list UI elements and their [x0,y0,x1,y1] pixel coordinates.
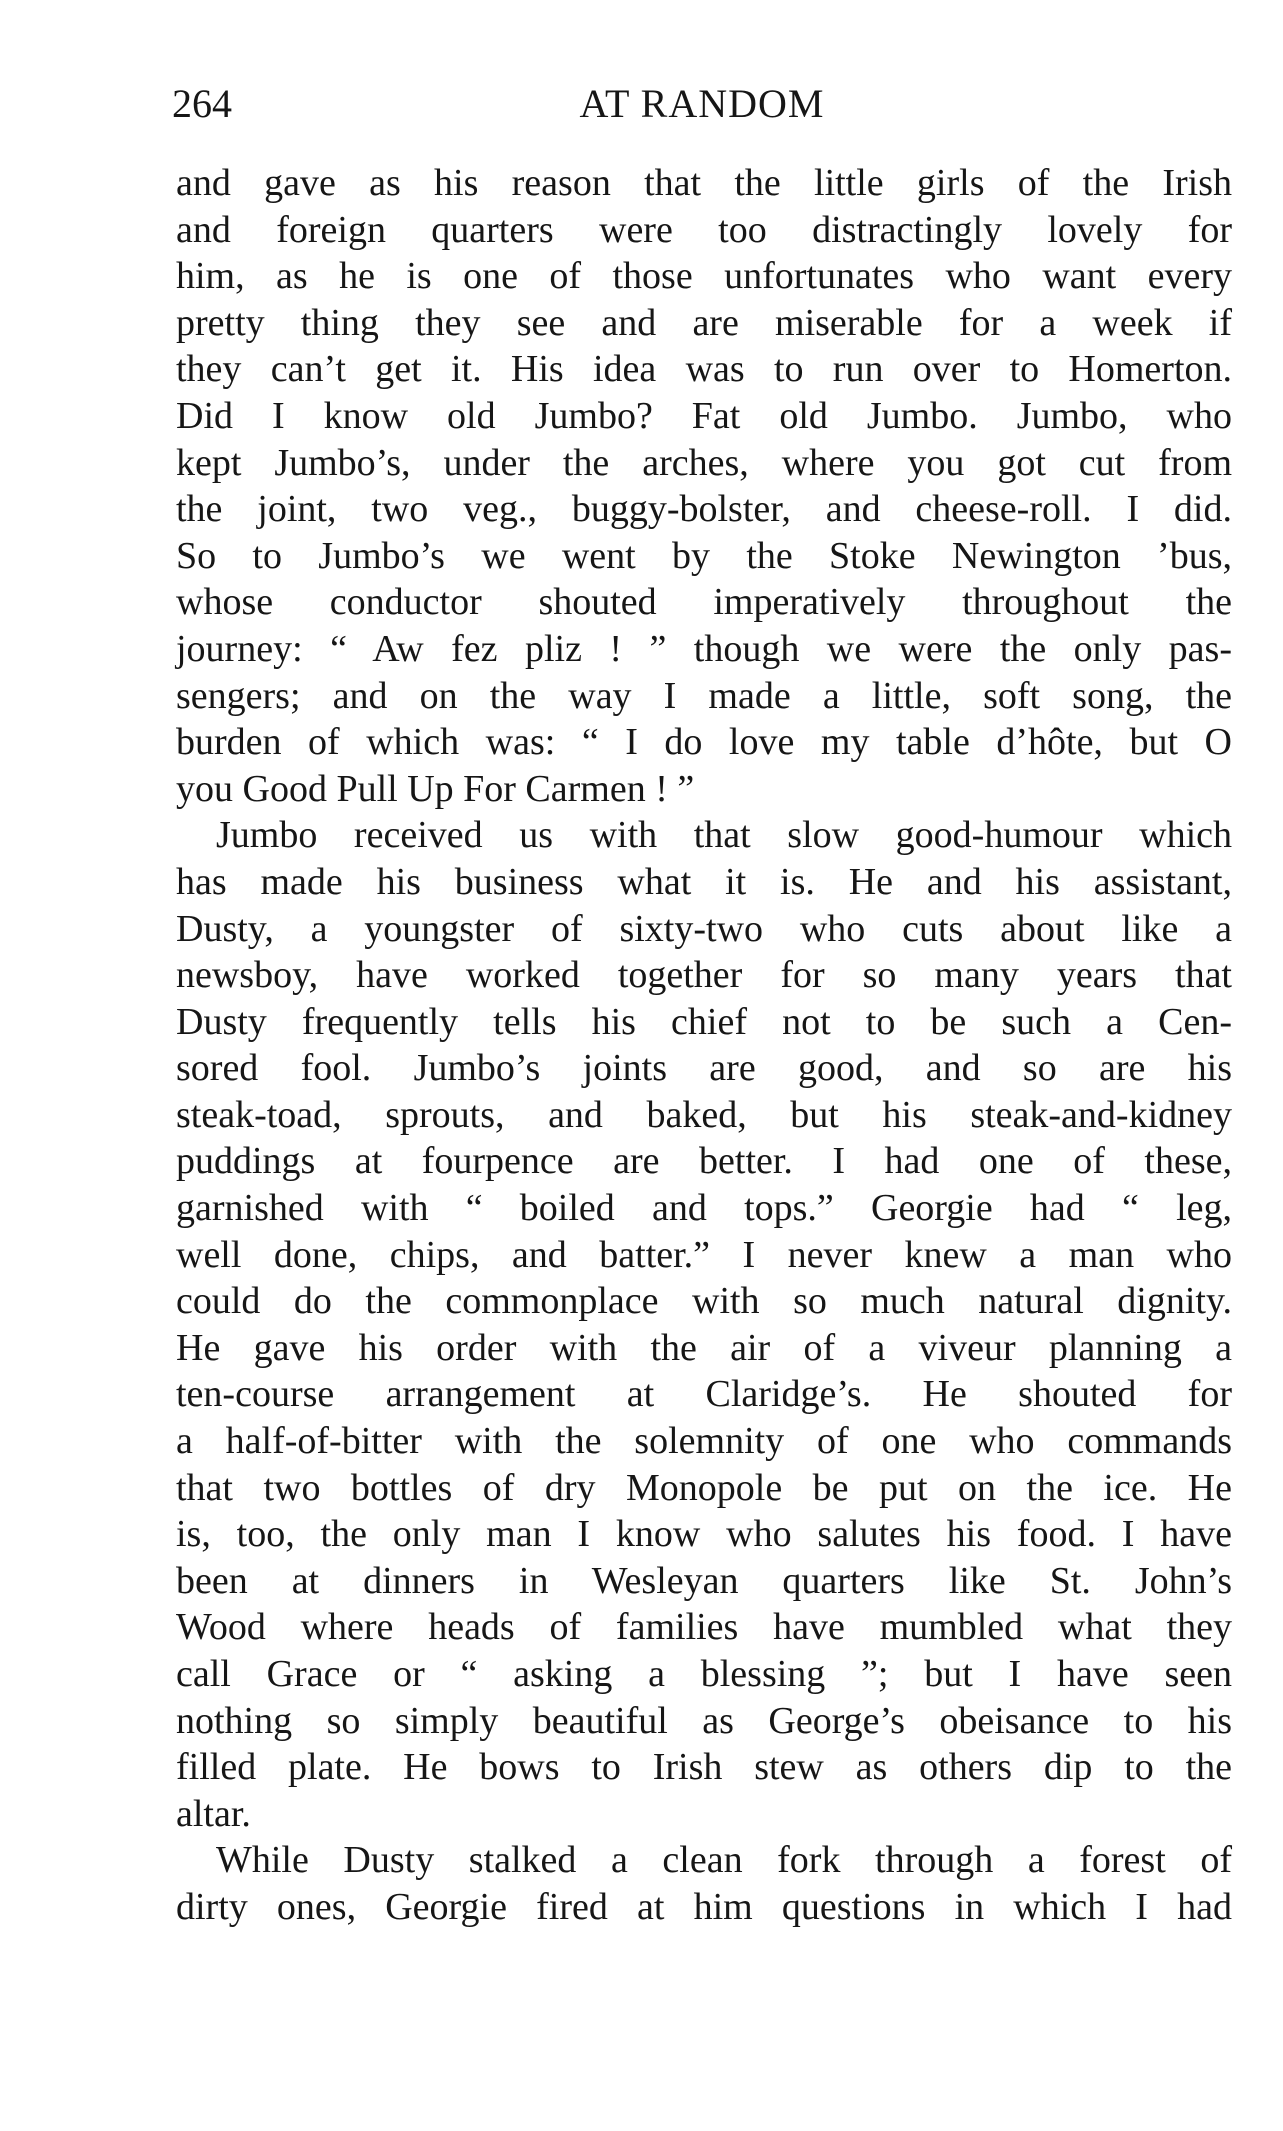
text-line: could do the commonplace with so much natural dignity. [176,1280,1232,1323]
text-line: filled plate. He bows to Irish stew as others dip to the [176,1746,1232,1789]
text-line: a half-of-bitter with the solemnity of one who commands [176,1420,1232,1463]
text-line: newsboy, have worked together for so many years that [176,954,1232,997]
text-line: He gave his order with the air of a viveur planning a [176,1326,1232,1369]
text-line: pretty thing they see and are miserable for a week if [176,301,1232,344]
text-line: Did I know old Jumbo? Fat old Jumbo. Jumbo, who [176,394,1232,437]
text-line: Wood where heads of families have mumbled what they [176,1606,1232,1649]
text-line: been at dinners in Wesleyan quarters like St. John’s [176,1559,1232,1602]
text-line: him, as he is one of those unfortunates who want every [176,255,1232,298]
text-line: Dusty, a youngster of sixty-two who cuts about like a [176,907,1232,950]
text-line: steak-toad, sprouts, and baked, but his steak-and-kidney [176,1093,1232,1136]
text-line: the joint, two veg., buggy-bolster, and cheese-roll. I did. [176,488,1232,531]
text-line: and foreign quarters were too distractingly lovely for [176,208,1232,251]
body-text [176,160,1232,1931]
text-line: dirty ones, Georgie fired at him questions in which I had [176,1885,1232,1928]
text-line: burden of which was: “ I do love my table d’hôte, but O [176,721,1232,764]
text-line: well done, chips, and batter.” I never knew a man who [176,1233,1232,1276]
paragraph-last-line: you Good Pull Up For Carmen ! ” [176,767,695,810]
text-line: they can’t get it. His idea was to run over to Homerton. [176,348,1232,391]
text-line: kept Jumbo’s, under the arches, where you got cut from [176,441,1232,484]
paragraph-first-line: Jumbo received us with that slow good-humour which [216,814,1232,857]
text-line: puddings at fourpence are better. I had one of these, [176,1140,1232,1183]
text-line: garnished with “ boiled and tops.” Georgie had “ leg, [176,1187,1232,1230]
text-line: that two bottles of dry Monopole be put on the ice. He [176,1466,1232,1509]
text-line: and gave as his reason that the little girls of the Irish [176,162,1232,204]
text-line: Dusty frequently tells his chief not to be such a Cen- [176,1000,1232,1043]
text-line: sored fool. Jumbo’s joints are good, and so are his [176,1047,1232,1090]
text-line: nothing so simply beautiful as George’s obeisance to his [176,1699,1232,1742]
paragraph-first-line: While Dusty stalked a clean fork through a forest of [216,1839,1232,1882]
running-title: AT RANDOM [579,81,825,126]
text-line: journey: “ Aw fez pliz ! ” though we were the only pas- [176,627,1232,670]
text-line: whose conductor shouted imperatively throughout the [176,581,1232,624]
text-line: sengers; and on the way I made a little, soft song, the [176,674,1232,717]
text-line: So to Jumbo’s we went by the Stoke Newington ’bus, [176,534,1232,577]
text-line: is, too, the only man I know who salutes his food. I have [176,1513,1232,1556]
page-number: 264 [172,81,232,126]
text-line: ten-course arrangement at Claridge’s. He shouted for [176,1373,1232,1416]
paragraph-last-line: altar. [176,1792,251,1835]
text-line: has made his business what it is. He and his assistant, [176,860,1232,903]
text-line: call Grace or “ asking a blessing ”; but I have seen [176,1653,1232,1695]
running-head [172,78,1232,130]
